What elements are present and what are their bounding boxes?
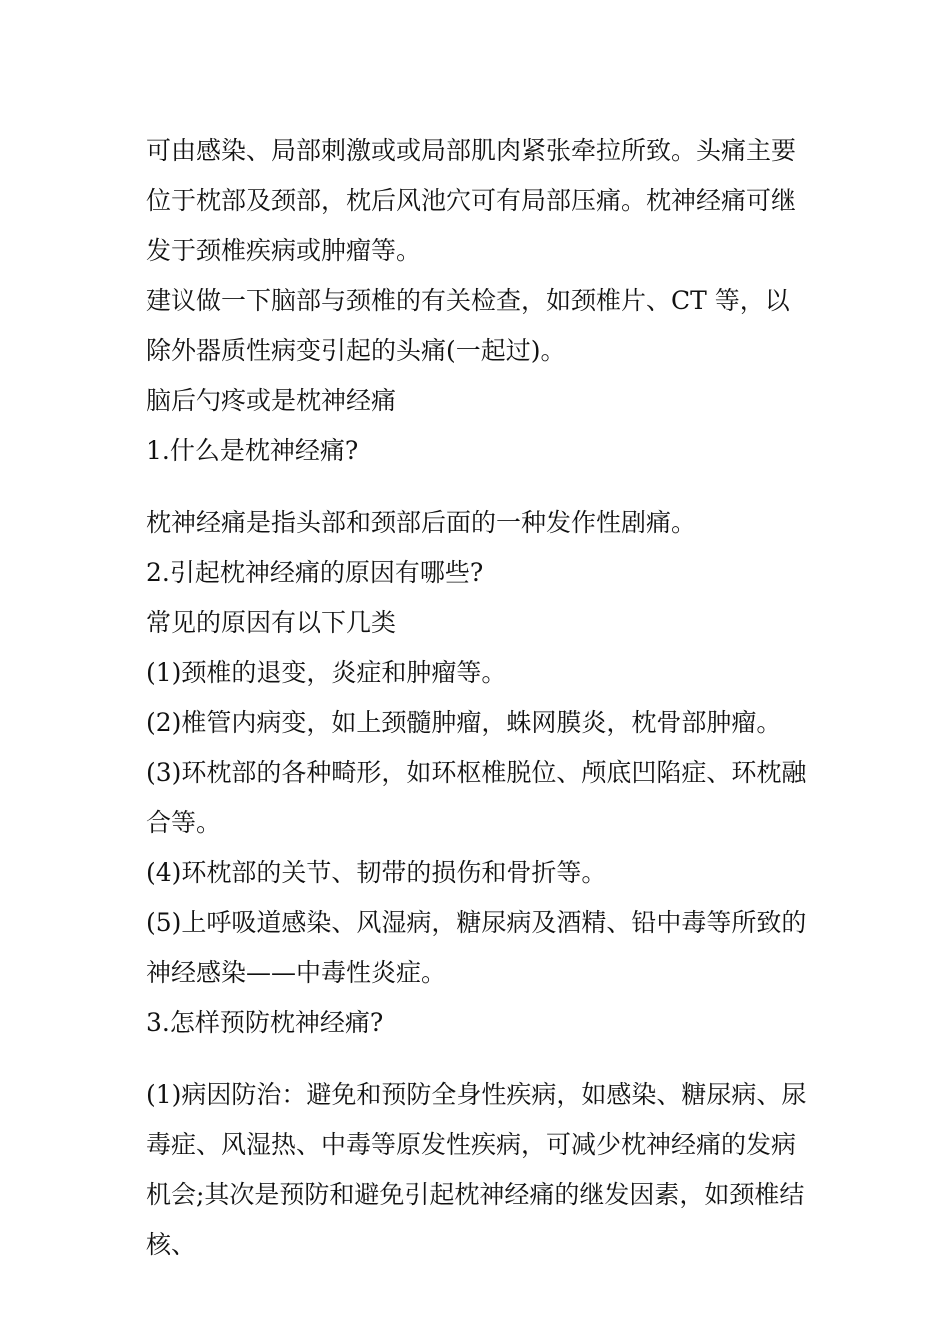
list-item-cause-1: (1)颈椎的退变，炎症和肿瘤等。 — [146, 658, 507, 687]
section-heading-causes: 2.引起枕神经痛的原因有哪些? — [146, 558, 484, 587]
section-heading-what-is: 1.什么是枕神经痛? — [146, 436, 359, 465]
section-heading-prevention: 3.怎样预防枕神经痛? — [146, 1008, 384, 1037]
list-item-cause-2: (2)椎管内病变，如上颈髓肿瘤，蛛网膜炎，枕骨部肿瘤。 — [146, 708, 782, 737]
paragraph-causes-intro: 常见的原因有以下几类 — [146, 608, 397, 637]
list-item-cause-4: (4)环枕部的关节、韧带的损伤和骨折等。 — [146, 858, 607, 887]
list-item-cause-3: (3)环枕部的各种畸形，如环枢椎脱位、颅底凹陷症、环枕融合等。 — [146, 758, 807, 837]
paragraph-exam-advice: 建议做一下脑部与颈椎的有关检查，如颈椎片、CT 等，以除外器质性病变引起的头痛(一起过)。 — [146, 286, 790, 365]
paragraph-heading-pain: 脑后勺疼或是枕神经痛 — [146, 386, 397, 415]
paragraph-spacer — [146, 1048, 814, 1070]
paragraph-definition: 枕神经痛是指头部和颈部后面的一种发作性剧痛。 — [146, 508, 697, 537]
paragraph-cause-summary: 可由感染、局部刺激或或局部肌肉紧张牵拉所致。头痛主要位于枕部及颈部，枕后风池穴可有局部压痛。枕神经痛可继发于颈椎疾病或肿瘤等。 — [146, 136, 797, 265]
document-body — [146, 126, 814, 1270]
paragraph-spacer — [146, 476, 814, 498]
list-item-prevention-1: (1)病因防治：避免和预防全身性疾病，如感染、糖尿病、尿毒症、风湿热、中毒等原发性疾病，可减少枕神经痛的发病机会;其次是预防和避免引起枕神经痛的继发因素，如颈椎结核、 — [146, 1080, 807, 1259]
list-item-cause-5: (5)上呼吸道感染、风湿病，糖尿病及酒精、铅中毒等所致的神经感染——中毒性炎症。 — [146, 908, 807, 987]
